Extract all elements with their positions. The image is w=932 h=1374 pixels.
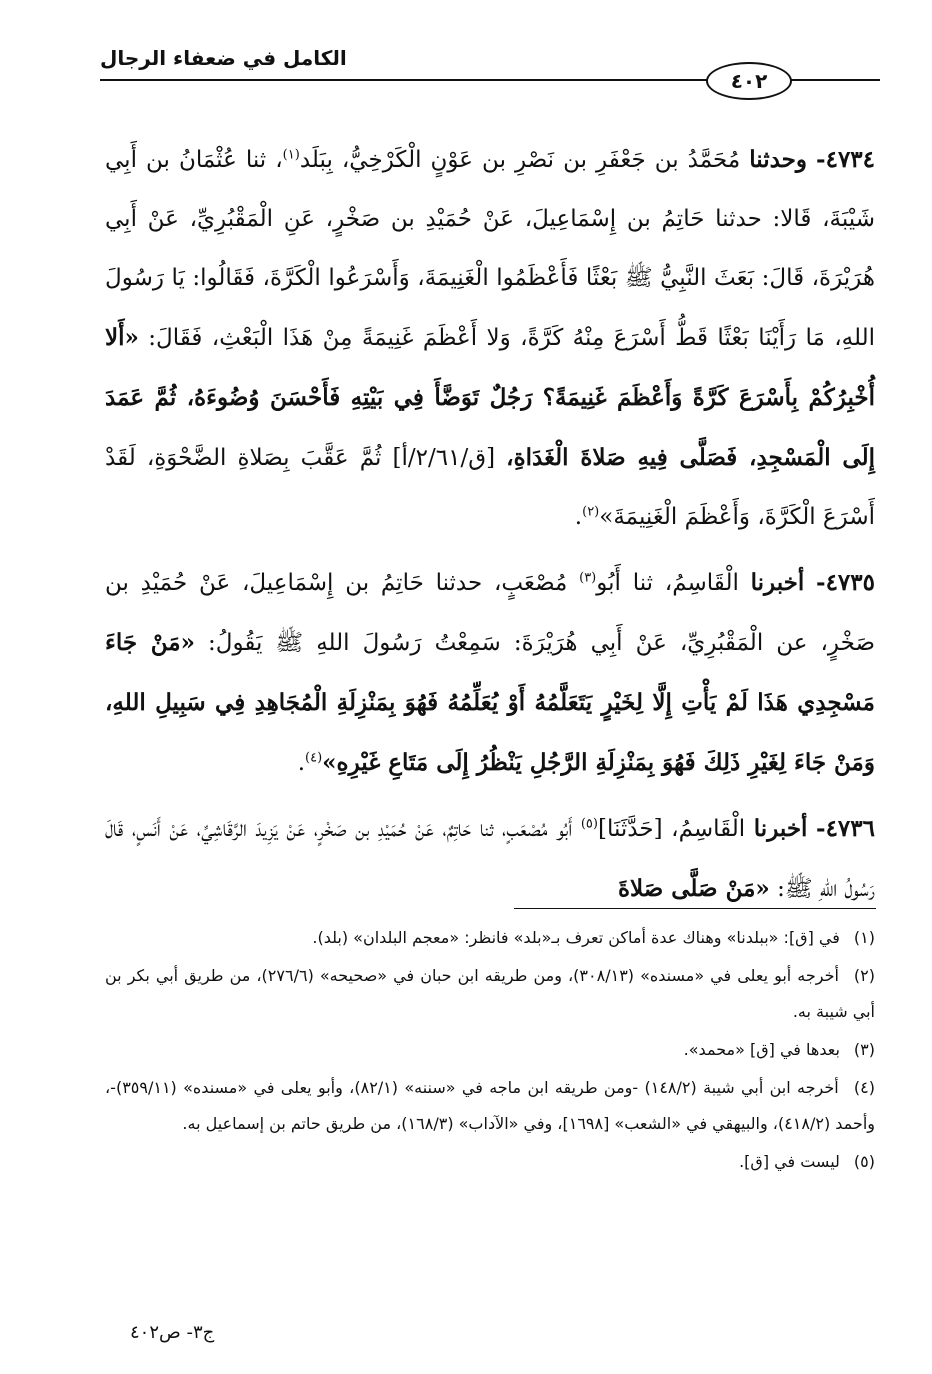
hadith-4735 — [105, 553, 875, 793]
footnote-number: (٣) — [853, 1040, 875, 1059]
footnote-number: (٤) — [853, 1078, 876, 1097]
footnote-ref: (١) — [282, 147, 300, 163]
running-header-title: الكامل في ضعفاء الرجال — [100, 46, 347, 70]
footnote — [105, 1144, 875, 1180]
main-text — [105, 130, 875, 925]
matn-text: «مَنْ صَلَّى صَلاةَ — [617, 875, 770, 902]
footnote-text: بعدها في [ق] «محمد». — [683, 1040, 840, 1059]
matn-text: «أَلا أُخْبِرُكُمْ بِأَسْرَعَ كَرَّةً وَأَعْظَمَ غَنِيمَةً؟ رَجُلٌ تَوَضَّأَ فِي بَيْتِهِ فَأَحْسَنَ وُضُوءَهُ، ثُمَّ عَمَدَ إِلَى الْمَسْجِدِ، فَصَلَّى فِيهِ صَلاةَ الْغَدَاةِ، — [105, 324, 875, 471]
footnote — [105, 1032, 875, 1068]
footnote-number: (١) — [853, 928, 875, 947]
footnote — [105, 920, 875, 956]
footnote-text: أخرجه ابن أبي شيبة (١٤٨/٢) -ومن طريقه ابن ماجه في «سننه» (٨٢/١)، وأبو يعلى في «مسنده» (٣٥٩/١١)-، وأحمد (٤١٨/٢)، والبيهقي في «الشعب» [١٦٩٨]، وفي «الآداب» (١٦٨/٣)، من طريق حاتم بن إسماعيل به. — [105, 1078, 875, 1133]
punctuation: . — [297, 750, 306, 776]
footnote — [105, 1070, 875, 1142]
isnad-text: ، ثنا عُثْمَانُ بن أَبِي شَيْبَةَ، قَالا: حدثنا حَاتِمُ بن إِسْمَاعِيلَ، عَنْ حُمَيْدِ بن صَخْرٍ، عَنِ الْمَقْبُرِيِّ، عَنْ أَبِي هُرَيْرَةَ، قَالَ: بَعَثَ النَّبِيُّ ﷺ بَعْثًا فَأَعْظَمُوا الْغَنِيمَةَ، وَأَسْرَعُوا الْكَرَّةَ، فَقَالُوا: يَا رَسُولَ اللهِ، مَا رَأَيْنَا بَعْثًا قَطُّ أَسْرَعَ مِنْهُ كَرَّةً، وَلا أَعْظَمَ غَنِيمَةً مِنْ هَذَا الْبَعْثِ، فَقَالَ: — [105, 147, 875, 351]
volume-page-ref: ج٣- ص٤٠٢ — [130, 1322, 215, 1343]
footnote-ref: (٤) — [305, 750, 323, 766]
isnad-text: الْقَاسِمُ، [حَدَّثَنَا] — [597, 816, 754, 842]
hadith-number: ٤٧٣٤- — [816, 146, 876, 173]
isnad-keyword: أخبرنا — [750, 569, 805, 596]
punctuation: . — [574, 504, 583, 530]
footnote-text: في [ق]: «ببلدنا» وهناك عدة أماكن تعرف بـ«بلد» فانظر: «معجم البلدان» (بلد). — [312, 928, 840, 947]
footnote-ref: (٥) — [580, 816, 598, 832]
footnote-ref: (٣) — [579, 570, 597, 586]
isnad-keyword: وحدثنا — [749, 146, 807, 173]
footnote-number: (٥) — [853, 1152, 875, 1171]
footnotes — [105, 920, 875, 1182]
footnote-separator — [514, 908, 876, 909]
footnote-ref: (٢) — [582, 504, 600, 520]
page-number: ٤٠٢ — [706, 62, 792, 100]
isnad-text: أَبُو مُصْعَبٍ، ثنا حَاتِمٌ، عَنْ حُمَيْدِ بن صَخْرٍ، عَنْ يَزِيدَ الرَّقَاشِيِّ، عَنْ أَنَسٍ، قَالَ رَسُولُ اللهِ ﷺ: — [105, 816, 875, 902]
hadith-4734 — [105, 130, 875, 547]
isnad-keyword: أخبرنا — [753, 815, 808, 842]
matn-text: «مَنْ جَاءَ مَسْجِدِي هَذَا لَمْ يَأْتِ إِلَّا لِخَيْرٍ يَتَعَلَّمُهُ أَوْ يُعَلِّمُهُ فَهُوَ بِمَنْزِلَةِ الْمُجَاهِدِ فِي سَبِيلِ اللهِ، وَمَنْ جَاءَ لِغَيْرِ ذَلِكَ فَهُوَ بِمَنْزِلَةِ الرَّجُلِ يَنْظُرُ إِلَى مَتَاعِ غَيْرِهِ» — [105, 629, 875, 776]
matn-text: ثُمَّ عَقَّبَ بِصَلاةِ الضَّحْوَةِ، لَقَدْ أَسْرَعَ الْكَرَّةَ، وَأَعْظَمَ الْغَنِيمَةَ» — [105, 445, 875, 530]
footnote-text: أخرجه أبو يعلى في «مسنده» (٣٠٨/١٣)، ومن طريقه ابن حبان في «صحيحه» (٢٧٦/٦)، من طريق أبي بكر بن أبي شيبة به. — [105, 966, 875, 1021]
manuscript-ref: [ق/٢/٦١/أ] — [381, 445, 507, 471]
hadith-4736 — [105, 799, 875, 919]
hadith-number: ٤٧٣٥- — [816, 569, 875, 596]
isnad-text: الْقَاسِمُ، ثنا أَبُو — [596, 570, 751, 596]
footnote-number: (٢) — [853, 966, 875, 985]
footnote-text: ليست في [ق]. — [739, 1152, 840, 1171]
footnote — [105, 958, 875, 1030]
hadith-number: ٤٧٣٦- — [816, 815, 875, 842]
isnad-text: مُصْعَبٍ، حدثنا حَاتِمُ بن إِسْمَاعِيلَ، عَنْ حُمَيْدِ بن صَخْرٍ، عن الْمَقْبُرِيِّ، عَنْ أَبِي هُرَيْرَةَ: سَمِعْتُ رَسُولَ اللهِ ﷺ يَقُولُ: — [105, 570, 875, 656]
isnad-text: مُحَمَّدُ بن جَعْفَرِ بن نَصْرِ بن عَوْنٍ الْكَرْخِيُّ، بِبَلَد — [299, 147, 750, 173]
